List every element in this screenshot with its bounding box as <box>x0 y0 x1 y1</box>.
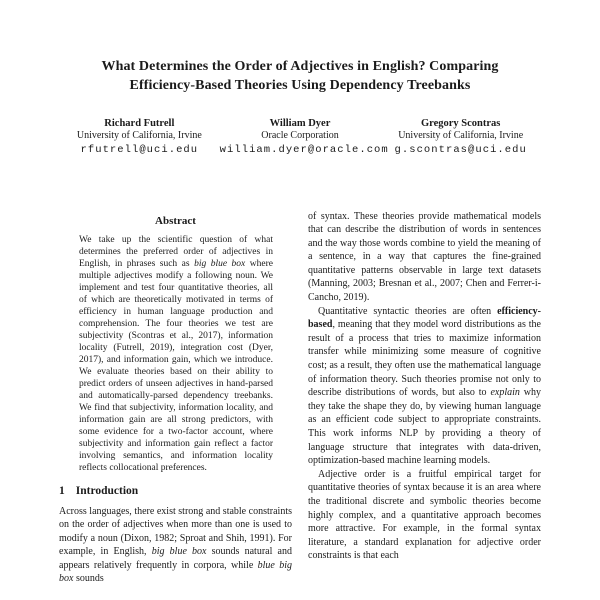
author-block-futrell <box>59 117 220 157</box>
right-column-paragraph-3 <box>308 468 541 563</box>
abstract-heading: Abstract <box>155 214 196 227</box>
text-run: why they take the shape they do, by viewing human language as an efficient code subject to appropriate constraints. This work informs NLP by providing a theory of language structure that integrates with data-driven, optimization-based machine learning models. <box>308 387 541 467</box>
text-run: explain <box>490 387 520 399</box>
author-block-dyer <box>219 117 389 157</box>
paper-title-line-1: What Determines the Order of Adjectives in English? Comparing <box>101 59 499 74</box>
right-column <box>308 210 541 587</box>
author-row <box>59 117 541 157</box>
author-affiliation: Oracle Corporation <box>261 130 339 141</box>
text-run: We take up the scientific question of what determines the preferred order of adjectives in English, in phrases such as <box>79 234 273 269</box>
text-run: of syntax. These theories provide mathematical models that can describe the distribution of words in sentences and the way those words combine to yield the meaning of a sentence, in a way that captures the fine-grained quantitative patterns observable in large text datasets (Manning, 2003; Bresnan et al., 2007; Chen and Ferrer-i-Cancho, 2019). <box>308 210 541 304</box>
introduction-paragraph <box>59 505 292 587</box>
text-run: big blue box <box>151 546 207 558</box>
right-column-paragraph-1 <box>308 210 541 305</box>
author-email: william.dyer@oracle.com <box>219 143 389 156</box>
page-content <box>59 0 541 586</box>
text-run: blue big box <box>59 559 293 585</box>
text-run: big blue box <box>194 258 246 269</box>
section-heading-introduction <box>59 484 292 498</box>
author-email: rfutrell@uci.edu <box>80 143 199 156</box>
section-number: 1 <box>59 484 65 497</box>
abstract-paragraph <box>79 234 273 474</box>
text-run: , meaning that they model word distributions as the result of a process that tries to maximize information transfer while minimizing some measure of cognitive cost; as a result, they often use the mathematical language of information theory. Such theories promise not only to describe distributions of words, but also to <box>308 319 541 399</box>
author-name: Gregory Scontras <box>420 118 501 129</box>
text-run: efficiency-based <box>308 305 541 331</box>
author-name: Richard Futrell <box>104 118 175 129</box>
left-column <box>59 210 292 587</box>
author-affiliation: University of California, Irvine <box>398 130 524 141</box>
author-email: g.scontras@uci.edu <box>394 143 527 156</box>
text-run: Quantitative syntactic theories are often <box>318 305 498 317</box>
paper-title <box>59 0 541 95</box>
text-run: Adjective order is a fruitful empirical target for quantitative theories of syntax because it is an area where the traditional discrete and symbolic theories become highly complex, and a quantitative approach becomes more attractive. For example, in the formal syntax literature, a standard explanation for adjective order constraints is that each <box>308 468 541 562</box>
text-run: Across languages, there exist strong and stable constraints on the order of adjectives when more than one is used to modify a noun (Dixon, 1982; Sproat and Shih, 1991). For example, in English, <box>59 505 292 558</box>
author-block-scontras <box>380 117 541 157</box>
text-run: sounds <box>73 573 104 585</box>
text-run: where multiple adjectives modify a following noun. We implement and test four quantitative theories, all of which are theoretically motivated in terms of efficiency in human language production and comprehension. The four theories we test are subjectivity (Scontras et al., 2017), information locality (Futrell, 2019), integration cost (Dyer, 2017), and information gain, which we introduce. We evaluate theories based on their ability to predict orders of unseen adjectives in hand-parsed and automatically-parsed dependency treebanks. We find that subjectivity, information locality, and information gain are all strong predictors, with some evidence for a two-factor account, where subjectivity and information gain reflect a factor involving semantics, and information locality reflects collocational preferences. <box>79 258 273 473</box>
author-name: William Dyer <box>269 118 331 129</box>
text-run: sounds natural and appears relatively frequently in corpora, while <box>59 546 292 571</box>
two-column-body <box>59 210 541 587</box>
paper-title-line-2: Efficiency-Based Theories Using Dependency Treebanks <box>129 78 471 93</box>
right-column-paragraph-2 <box>308 305 541 468</box>
author-affiliation: University of California, Irvine <box>76 130 202 141</box>
section-title: Introduction <box>75 484 139 497</box>
